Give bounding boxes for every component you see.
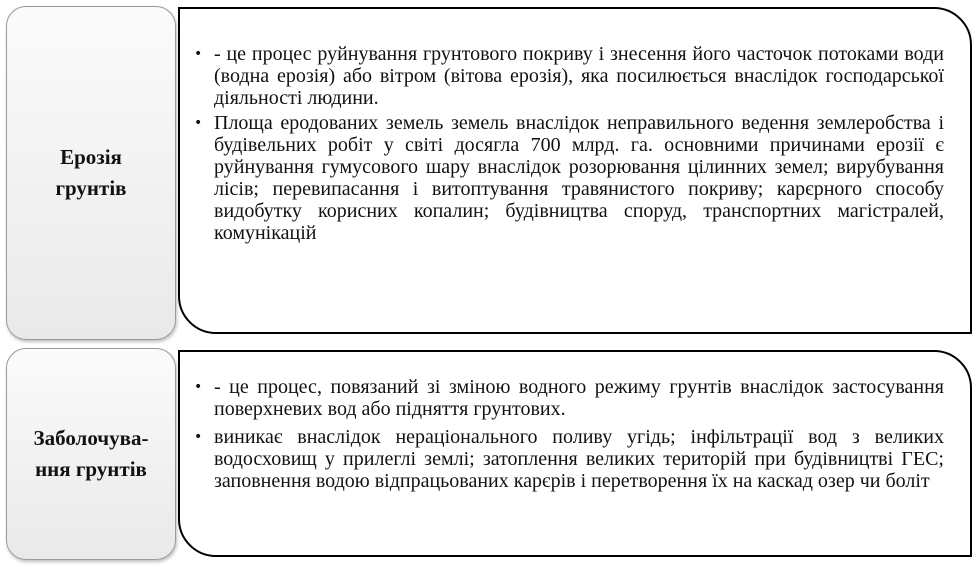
erosion-bullet-list — [192, 43, 944, 244]
label-erosion-line-1: Ерозія — [60, 145, 122, 169]
waterlogging-bullet-list — [192, 376, 944, 492]
bullet-icon: • — [194, 46, 203, 62]
label-erosion-text — [55, 142, 126, 204]
waterlogging-description-box — [178, 350, 972, 557]
list-item — [192, 426, 944, 492]
label-erosion — [6, 6, 176, 340]
label-waterlogging-line-1: Заболочува- — [33, 426, 149, 450]
label-waterlogging-text — [34, 423, 149, 485]
bullet-icon: • — [194, 429, 203, 445]
label-waterlogging-line-2: ння грунтів — [35, 457, 147, 481]
list-item — [192, 376, 944, 420]
waterlogging-definition: - це процес, повязаний зі зміною водного режиму грунтів внаслідок застосування поверхневих вод або підняття грунтових. — [214, 376, 944, 420]
label-waterlogging — [6, 348, 176, 560]
label-erosion-line-2: грунтів — [55, 176, 127, 200]
bullet-icon: • — [194, 379, 203, 395]
bullet-icon: • — [194, 115, 203, 131]
erosion-definition: - це процес руйнування грунтового покриву і знесення його часточок потоками води (водна ерозія) або вітром (вітова ерозія), яка посилюється внаслідок господарської діяльності людини. — [214, 43, 944, 109]
list-item — [192, 43, 944, 109]
erosion-causes: Площа еродованих земель земель внаслідок неправильного ведення землеробства і будівельних робіт у світі досягла 700 млрд. га. основними причинами ерозії є руйнування гумусового шару внаслідок розорювання цілинних земел; вирубування лісів; перевипасання і витоптування травянистого покриву; карєрного способу видобутку корисних копалин; будівництва споруд, транспортних магістралей, комунікацій — [214, 112, 944, 244]
erosion-description-box — [178, 7, 972, 334]
waterlogging-causes: виникає внаслідок нераціонального поливу угідь; інфільтрації вод з великих водосховищ у прилеглі землі; затоплення великих територій при будівництві ГЕС; заповнення водою відпрацьованих карєрів і перетворення їх на каскад озер чи боліт — [214, 426, 944, 492]
list-item — [192, 112, 944, 244]
